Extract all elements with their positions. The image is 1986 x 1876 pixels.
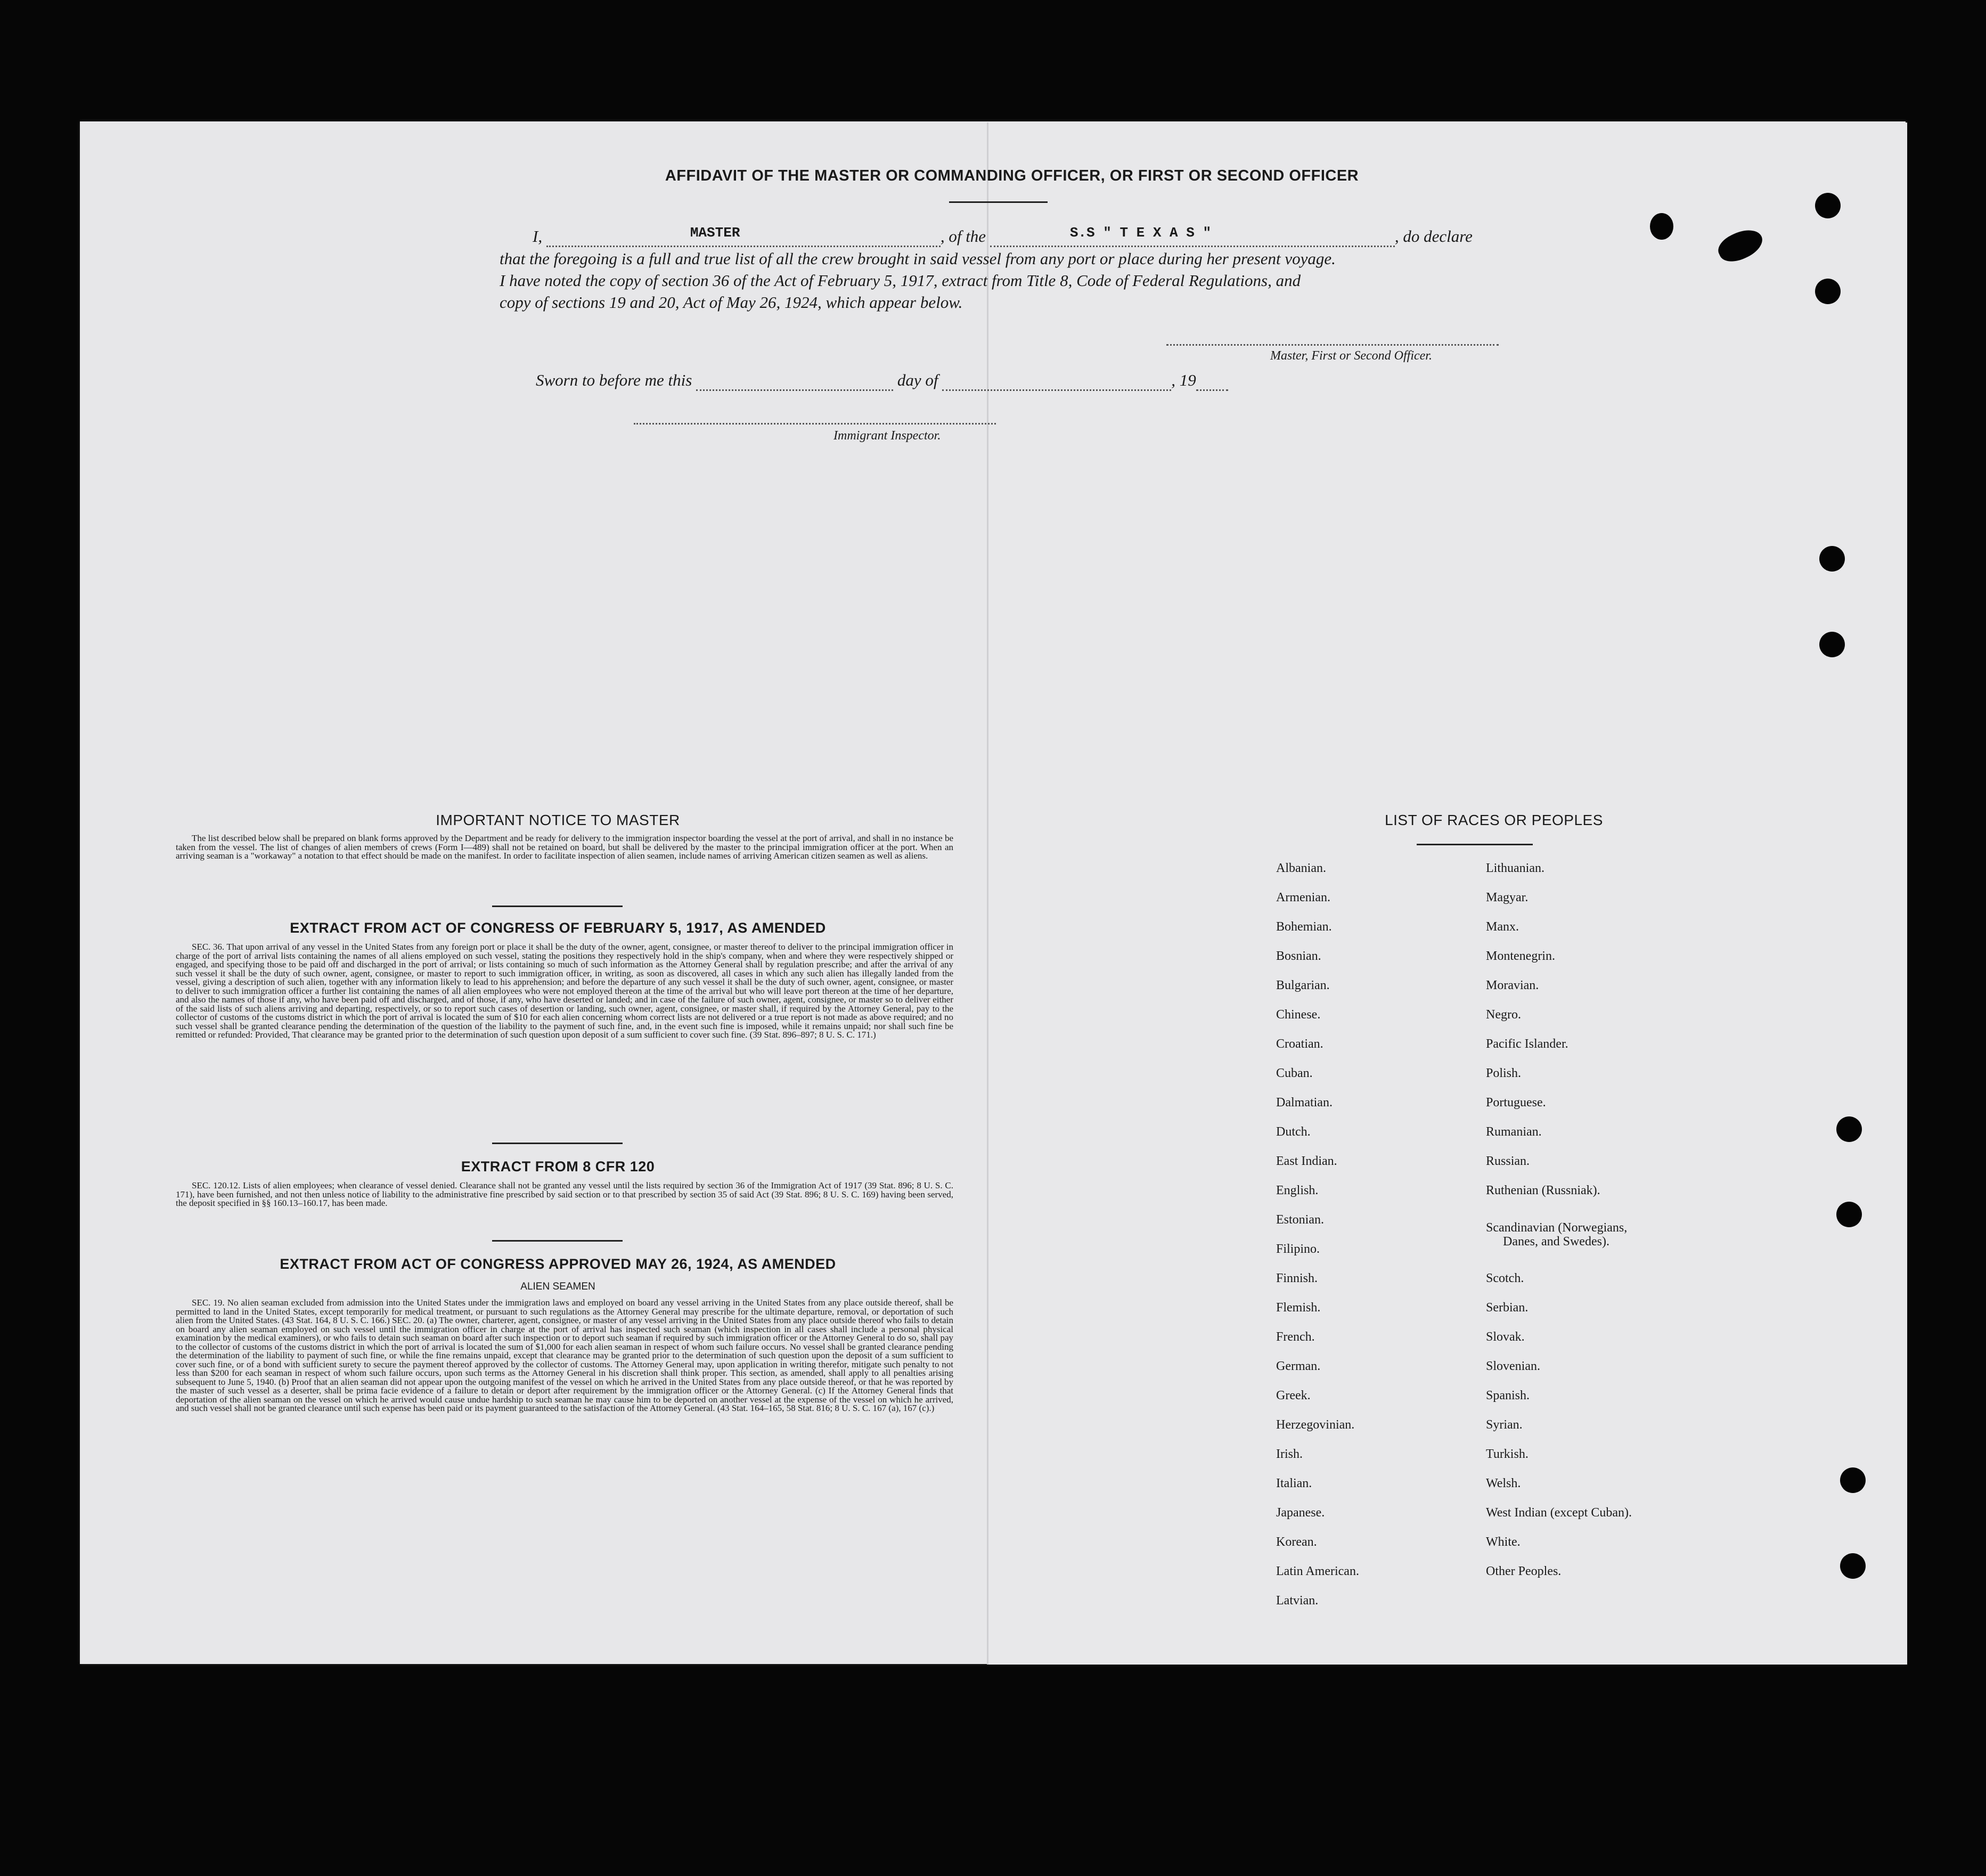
day-of-label: day of [897,371,938,389]
race-item: Scandinavian (Norwegians, [1486,1221,1628,1235]
race-item: Greek. [1276,1389,1311,1402]
race-item: Moravian. [1486,978,1539,992]
race-item: Slovenian. [1486,1359,1540,1373]
affidavit-declaration-line [533,226,1502,247]
race-item: Danes, and Swedes). [1503,1235,1609,1249]
races-title: LIST OF RACES OR PEOPLES [1385,812,1603,828]
sworn-label: Sworn to before me this [536,371,692,389]
race-item: Russian. [1486,1154,1530,1168]
form-page-right-half [988,123,1907,1665]
sworn-year-field [1196,374,1228,391]
race-item: Negro. [1486,1008,1521,1022]
vessel-name-field [990,225,1395,247]
notice-body: The list described below shall be prepared on blank forms approved by the Department and be ready for delivery to the immigration inspector boarding the vessel at the port of arrival, and shall in no instance be taken from the vessel. The list of changes of alien members of crews (Form I—489) shall not be retained on board, but shall be delivered by the master to the principal immigration officer at the port. When an arriving seaman is a "workaway" a notation to that effect should be made on the manifest. In order to facilitate inspection of alien seamen, include names of arriving American citizen seamen as well as aliens. [176,833,953,861]
extract-1924-body: SEC. 19. No alien seaman excluded from admission into the United States under the immigration laws and employed on board any vessel arriving in the United States from any place outside thereof, shall be permitted to land in the United States, except temporarily for medical treatment, or pursuant to such regulations as the Attorney General may prescribe for the ultimate departure, removal, or deportation of such alien from the United States. (43 Stat. 164, 8 U. S. C. 166.) SEC. 20. (a) The owner, charterer, agent, consignee, or master of any vessel arriving in the United States from any place outside thereof who fails to detain on board any alien seaman employed on such vessel until the immigration officer in charge at the port of arrival has inspected such seaman (which inspection in all cases shall include a personal physical examination by the medical examiners), or who fails to detain such seaman on board after such inspection or to deport such seaman if required by such immigration officer or the Attorney General to do so, shall pay to the collector of customs of the customs district in which the port of arrival is located the sum of $1,000 for each alien seaman in respect of whom such failure occurs. No vessel shall be granted clearance pending the determination of the liability to payment of such fine, or while the fine remains unpaid, except that clearance may be granted prior to the determination of such question upon the deposit of a sum sufficient to cover such fine, or of a bond with sufficient surety to secure the payment thereof approved by the collector of customs. The Attorney General may, upon application in writing therefor, mitigate such penalty to not less than $200 for each seaman in respect of whom such failure occurs, upon such terms as the Attorney General in his discretion shall think proper. This section, as amended, shall apply to all penalties arising subsequent to June 5, 1940. (b) Proof that an alien seaman did not appear upon the outgoing manifest of the vessel on which he arrived in the United States from any place outside thereof, or that he was reported by the master of such vessel as a deserter, shall be prima facie evidence of a failure to detain or deport after requirement by the immigration officer or the Attorney General. (c) If the Attorney General finds that deportation of the alien seaman on the vessel on which he arrived would cause undue hardship to such seaman he may cause him to be deported on another vessel at the expense of the vessel on which he arrived, and such vessel shall not be granted clearance until such expense has been paid or its payment guaranteed to the satisfaction of the Attorney General. (43 Stat. 164–165, 58 Stat. 816; 8 U. S. C. 167 (a), 167 (c).) [176,1298,953,1413]
race-item: Italian. [1276,1477,1312,1490]
race-item: Turkish. [1486,1447,1529,1461]
notice-divider [492,906,623,907]
race-item: Irish. [1276,1447,1303,1461]
race-item: Flemish. [1276,1301,1321,1315]
race-item: Japanese. [1276,1506,1325,1520]
race-item: Filipino. [1276,1242,1320,1256]
year-prefix-label: , 19 [1171,371,1196,389]
race-item: French. [1276,1330,1315,1344]
i-label: I, [533,227,543,246]
race-item: East Indian. [1276,1154,1337,1168]
punch-hole-mark [1815,279,1841,304]
inspector-caption: Immigrant Inspector. [833,429,941,443]
punch-hole-mark [1819,632,1845,657]
page-fold [987,123,988,1665]
vessel-name-value: S.S " T E X A S " [1069,225,1212,241]
punch-hole-mark [1650,213,1673,240]
sworn-line [536,370,1335,391]
race-item: Magyar. [1486,891,1529,904]
race-item: Cuban. [1276,1066,1313,1080]
race-item: Ruthenian (Russniak). [1486,1184,1600,1197]
punch-hole-mark [1840,1553,1866,1579]
race-item: Latin American. [1276,1564,1359,1578]
race-item: German. [1276,1359,1321,1373]
race-item: Dutch. [1276,1125,1311,1139]
extract-1917-divider [492,1143,623,1144]
race-item: Other Peoples. [1486,1564,1562,1578]
race-item: Croatian. [1276,1037,1323,1051]
race-item: Montenegrin. [1486,949,1555,963]
sworn-month-field [942,374,1171,391]
punch-hole-mark [1836,1116,1862,1142]
extract-1917-title: EXTRACT FROM ACT OF CONGRESS OF FEBRUARY 5, 1917, AS AMENDED [290,920,826,936]
race-item: Scotch. [1486,1271,1524,1285]
punch-hole-mark [1819,546,1845,572]
extract-1917-body: SEC. 36. That upon arrival of any vessel in the United States from any foreign port or place it shall be the duty of the owner, agent, consignee, or master thereof to deliver to the principal immigration officer in charge of the port of arrival lists containing the names of all aliens employed on such vessel, stating the positions they respectively hold in the ship's company, when and where they were respectively shipped or engaged, and specifying those to be paid off and discharged in the port of arrival; or lists containing so much of such information as the Attorney General shall by regulation prescribe; and after the arrival of any such vessel it shall be the duty of such owner, agent, consignee, or master to report to such immigration officer, in writing, as soon as discovered, all cases in which any such alien has illegally landed from the vessel, giving a description of such alien, together with any information likely to lead to his apprehension; and before the departure of any such vessel it shall be the duty of such owner, agent, consignee, or master to deliver to such immigration officer a further list containing the names of all alien employees who were not employed thereon at the time of the arrival but who will leave port thereon at the time of her departure, and also the names of those if any, who have been paid off and discharged, and of those, if any, who have deserted or landed; and in case of the failure of such owner, agent, consignee, or master so to deliver either of the said lists of such aliens arriving and departing, respectively, or so to report such cases of desertion or landing, such owner, agent, consignee, or master shall, if required by the Attorney General, pay to the collector of customs of the customs district in which the port of arrival is located the sum of $10 for each alien concerning whom correct lists are not delivered or a true report is not made as above required; and no such vessel shall be granted clearance pending the determination of the question of the liability to the payment of such fine, and, in the event such fine is imposed, while it remains unpaid; nor shall such fine be remitted or refunded: Provided, That clearance may be granted prior to the determination of such question upon deposit of a sum sufficient to cover such fine. (39 Stat. 896–897; 8 U. S. C. 171.) [176,942,953,1040]
extract-cfr-body: SEC. 120.12. Lists of alien employees; when clearance of vessel denied. Clearance shall not be granted any vessel until the lists required by section 36 of the Immigration Act of 1917 (39 Stat. 896; 8 U. S. C. 171), have been furnished, and not then unless notice of liability to the administrative fine prescribed by said section or to that prescribed by section 35 of said Act (39 Stat. 896; 8 U. S. C. 169) having been served, the deposit specified in §§ 160.13–160.17, has been made. [176,1180,953,1208]
race-item: Herzegovinian. [1276,1418,1355,1432]
race-item: Lithuanian. [1486,861,1544,875]
extract-cfr-divider [492,1240,623,1242]
race-item: Albanian. [1276,861,1326,875]
race-item: Slovak. [1486,1330,1525,1344]
extract-1924-subtitle: ALIEN SEAMEN [520,1281,595,1292]
race-item: Korean. [1276,1535,1317,1549]
race-item: Rumanian. [1486,1125,1542,1139]
race-item: Armenian. [1276,891,1330,904]
race-item: Bohemian. [1276,920,1332,934]
races-title-underline [1417,844,1533,845]
race-item: White. [1486,1535,1521,1549]
race-item: Welsh. [1486,1477,1521,1490]
punch-hole-mark [1815,193,1841,218]
affidavit-body-line1: that the foregoing is a full and true list of all the crew brought in said vessel from any port or place during her present voyage. [500,249,1336,268]
affidavit-title: AFFIDAVIT OF THE MASTER OR COMMANDING OFFICER, OR FIRST OR SECOND OFFICER [665,167,1359,184]
extract-1924-title: EXTRACT FROM ACT OF CONGRESS APPROVED MAY 26, 1924, AS AMENDED [280,1256,836,1272]
race-item: Manx. [1486,920,1519,934]
race-item: Estonian. [1276,1213,1324,1227]
affidavit-body-line3: copy of sections 19 and 20, Act of May 26, 1924, which appear below. [500,293,963,312]
race-item: Pacific Islander. [1486,1037,1568,1051]
race-item: Bosnian. [1276,949,1321,963]
title-underline [949,201,1048,203]
race-item: Serbian. [1486,1301,1529,1315]
officer-name-field [546,225,941,247]
race-item: Syrian. [1486,1418,1523,1432]
notice-title: IMPORTANT NOTICE TO MASTER [436,812,680,828]
race-item: Dalmatian. [1276,1096,1333,1110]
race-item: Chinese. [1276,1008,1321,1022]
inspector-signature-line [634,423,996,425]
punch-hole-mark [1840,1467,1866,1493]
race-item: Portuguese. [1486,1096,1546,1110]
of-the-label: , of the [940,227,986,246]
signature-caption: Master, First or Second Officer. [1270,349,1432,363]
race-item: Bulgarian. [1276,978,1330,992]
race-item: Polish. [1486,1066,1522,1080]
sworn-day-field [696,374,893,391]
extract-cfr-title: EXTRACT FROM 8 CFR 120 [461,1159,655,1174]
declare-label: , do declare [1394,227,1473,246]
race-item: Spanish. [1486,1389,1530,1402]
race-item: Finnish. [1276,1271,1318,1285]
race-item: West Indian (except Cuban). [1486,1506,1632,1520]
officer-name-value: MASTER [690,225,740,241]
affidavit-body-line2: I have noted the copy of section 36 of the Act of February 5, 1917, extract from Title 8, Code of Federal Regulations, and [500,271,1301,290]
race-item: English. [1276,1184,1319,1197]
race-item: Latvian. [1276,1594,1319,1608]
punch-hole-mark [1836,1202,1862,1227]
